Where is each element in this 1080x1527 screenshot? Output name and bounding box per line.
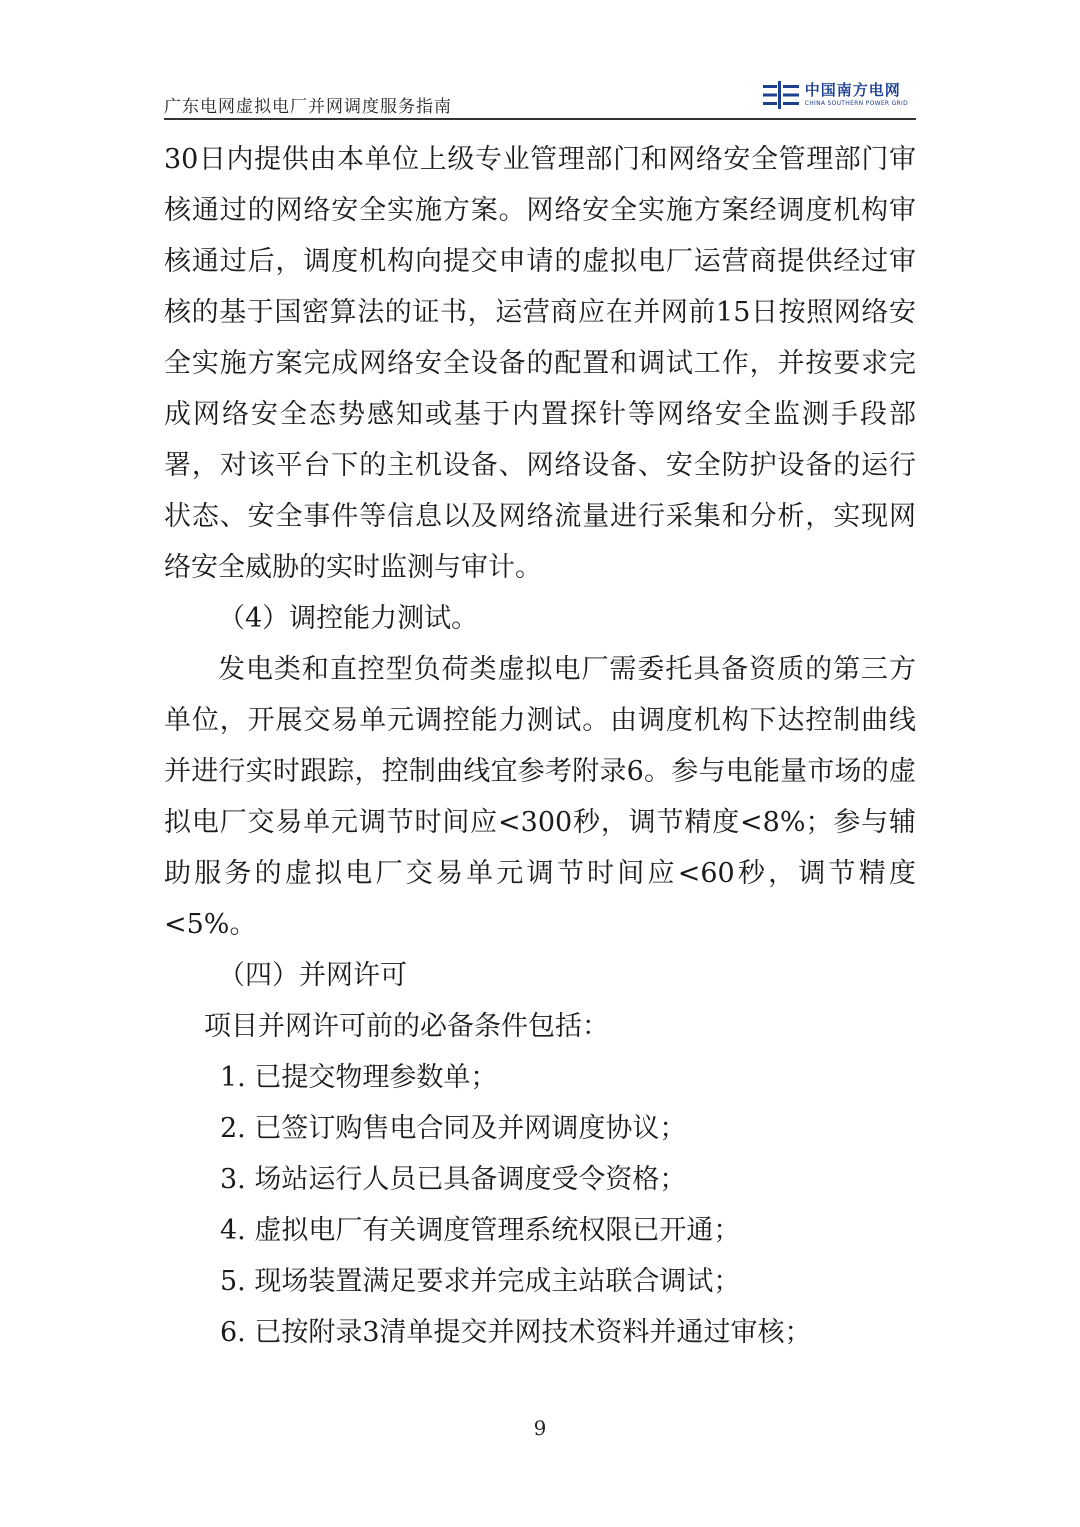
- power-grid-logo-icon: [763, 81, 799, 109]
- list-item: 1. 已提交物理参数单；: [220, 1062, 498, 1093]
- header-title: 广东电网虚拟电厂并网调度服务指南: [164, 97, 452, 117]
- paragraph-network-security: 30日内提供由本单位上级专业管理部门和网络安全管理部门审核通过的网络安全实施方案。网络安全实施方案经调度机构审核通过后，调度机构向提交申请的虚拟电厂运营商提供经过审核的基于国密算法的证书，运营商应在并网前15日按照网络安全实施方案完成网络安全设备的配置和调试工作，并按要求完成网络安全态势感知或基于内置探针等网络安全监测手段部署，对该平台下的主机设备、网络设备、安全防护设备的运行状态、安全事件等信息以及网络流量进行采集和分析，实现网络安全威胁的实时监测与审计。: [164, 144, 916, 583]
- logo-chinese-name: 中国南方电网: [804, 81, 901, 99]
- paragraph-control-test: 发电类和直控型负荷类虚拟电厂需委托具备资质的第三方单位，开展交易单元调控能力测试。由调度机构下达控制曲线并进行实时跟踪，控制曲线宜参考附录6。参与电能量市场的虚拟电厂交易单元调节时间应<300秒，调节精度<8%；参与辅助服务的虚拟电厂交易单元调节时间应<60秒，调节精度<5%。: [164, 654, 916, 940]
- page-number: 9: [533, 1416, 547, 1440]
- company-logo: [763, 80, 908, 110]
- list-item: 2. 已签订购售电合同及并网调度协议；: [220, 1113, 687, 1144]
- list-item: 3. 场站运行人员已具备调度受令资格；: [220, 1164, 687, 1195]
- page-header: [164, 72, 916, 120]
- logo-english-name: CHINA SOUTHERN POWER GRID: [804, 100, 908, 107]
- list-item: 4. 虚拟电厂有关调度管理系统权限已开通；: [220, 1215, 741, 1246]
- list-item: 5. 现场装置满足要求并完成主站联合调试；: [220, 1266, 741, 1297]
- document-body: [164, 134, 916, 1358]
- section-heading-grid-permit: （四）并网许可: [218, 960, 407, 991]
- list-item: 6. 已按附录3清单提交并网技术资料并通过审核；: [220, 1317, 812, 1348]
- paragraph-conditions-intro: 项目并网许可前的必备条件包括：: [204, 1011, 609, 1042]
- section-heading-control-test: （4）调控能力测试。: [218, 603, 479, 634]
